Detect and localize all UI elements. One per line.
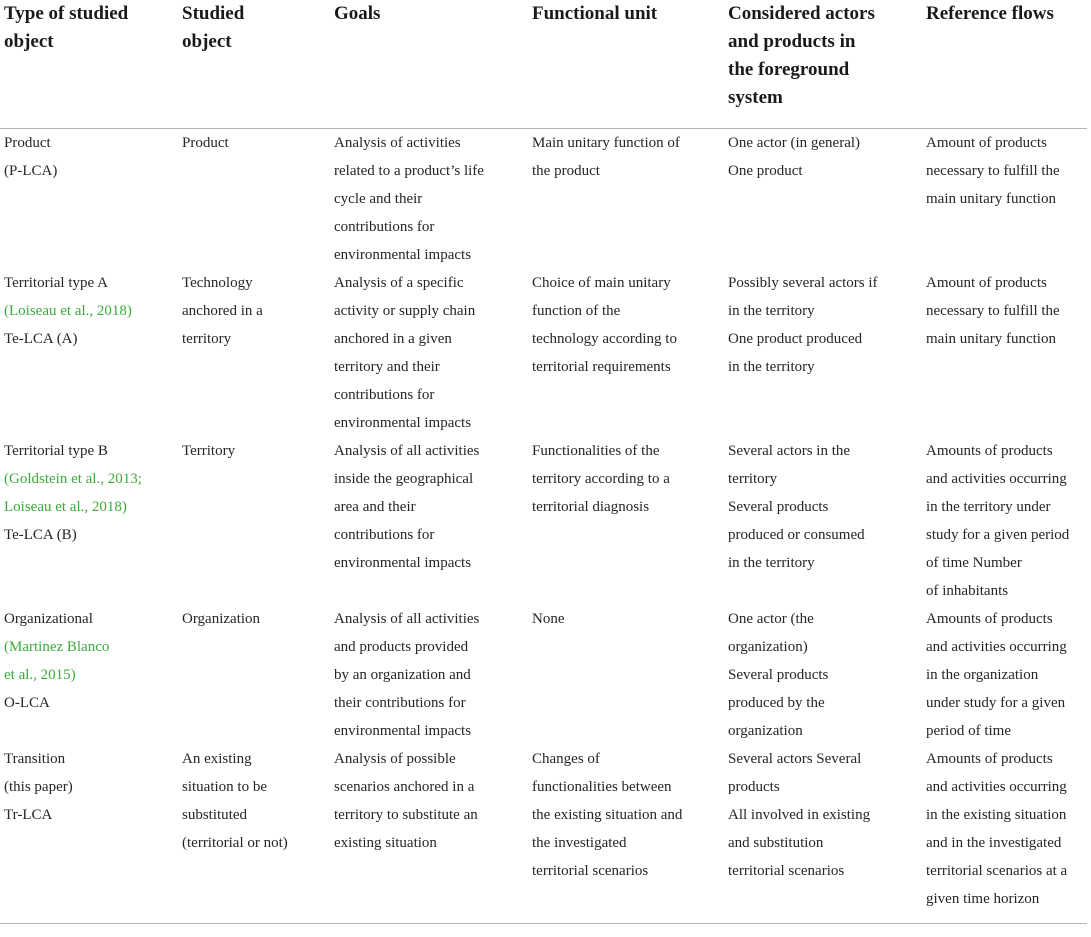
cell-reference-flows <box>922 605 1087 745</box>
cell-text-line: territorial diagnosis <box>532 499 650 515</box>
cell-text-line: Analysis of possible <box>334 751 456 767</box>
cell-text-line: existing situation <box>334 835 437 851</box>
cell-text-line: in the territory <box>728 555 815 571</box>
cell-text-line: Analysis of all activities <box>334 611 480 627</box>
header-functional-unit: Functional unit <box>528 0 724 129</box>
cell-reference-flows <box>922 437 1087 605</box>
cell-text-line: Organization <box>182 611 261 627</box>
cell-reference-flows <box>922 269 1087 437</box>
cell-text-line: Transition <box>4 751 66 767</box>
cell-goals <box>330 129 528 270</box>
cell-text-line: Tr-LCA <box>4 807 53 823</box>
cell-reference-flows <box>922 745 1087 924</box>
cell-studied-object <box>178 605 330 745</box>
header-considered-actors: Considered actors and products in the foreground system <box>724 0 922 129</box>
cell-goals <box>330 437 528 605</box>
citation-text: (Goldstein et al., 2013; <box>4 471 142 487</box>
cell-text-line: substituted <box>182 807 248 823</box>
header-row <box>0 0 1087 129</box>
cell-text-line: Changes of <box>532 751 600 767</box>
cell-text-line: territory to substitute an <box>334 807 478 823</box>
table-row <box>0 605 1087 745</box>
cell-actors-products <box>724 745 922 924</box>
cell-text-line: under study for a given <box>926 695 1066 711</box>
cell-text-line: organization <box>728 723 803 739</box>
cell-text-line: and activities occurring <box>926 471 1067 487</box>
cell-text-line: Several products <box>728 499 829 515</box>
cell-text-line: technology according to <box>532 331 677 347</box>
cell-text-line: Main unitary function of <box>532 135 680 151</box>
table-row <box>0 129 1087 270</box>
cell-text-line: None <box>532 611 565 627</box>
cell-text-line: Organizational <box>4 611 93 627</box>
cell-text-line: by an organization and <box>334 667 471 683</box>
cell-text-line: the existing situation and <box>532 807 683 823</box>
cell-text-line: territorial requirements <box>532 359 671 375</box>
table-row <box>0 437 1087 605</box>
cell-text-line: and in the investigated <box>926 835 1062 851</box>
cell-goals <box>330 269 528 437</box>
cell-text-line: of inhabitants <box>926 583 1009 599</box>
header-reference-flows: Reference flows <box>922 0 1087 129</box>
header-type-of-studied-object: Type of studied object <box>0 0 178 129</box>
table-body <box>0 129 1087 924</box>
cell-text-line: Choice of main unitary <box>532 275 671 291</box>
cell-text-line: territorial scenarios <box>728 863 845 879</box>
citation-text: (Loiseau et al., 2018) <box>4 303 132 319</box>
table-row <box>0 745 1087 924</box>
cell-functional-unit <box>528 745 724 924</box>
cell-goals <box>330 745 528 924</box>
cell-text-line: activity or supply chain <box>334 303 476 319</box>
cell-text-line: in the territory under <box>926 499 1051 515</box>
cell-text-line: in the territory <box>728 303 815 319</box>
cell-text-line: function of the <box>532 303 621 319</box>
cell-text-line: (P-LCA) <box>4 163 58 179</box>
cell-text-line: and activities occurring <box>926 639 1067 655</box>
cell-text-line: (territorial or not) <box>182 835 288 851</box>
cell-text-line: of time Number <box>926 555 1022 571</box>
cell-text-line: anchored in a given <box>334 331 452 347</box>
cell-text-line: organization) <box>728 639 808 655</box>
cell-text-line: Functionalities of the <box>532 443 660 459</box>
cell-text-line: area and their <box>334 499 416 515</box>
cell-goals <box>330 605 528 745</box>
header-goals: Goals <box>330 0 528 129</box>
cell-text-line: Analysis of a specific <box>334 275 464 291</box>
cell-text-line: anchored in a <box>182 303 263 319</box>
cell-text-line: One product produced <box>728 331 863 347</box>
cell-text-line: contributions for <box>334 527 435 543</box>
cell-text-line: One product <box>728 163 803 179</box>
cell-text-line: contributions for <box>334 219 435 235</box>
cell-text-line: environmental impacts <box>334 415 472 431</box>
cell-text-line: in the territory <box>728 359 815 375</box>
cell-studied-object <box>178 437 330 605</box>
cell-actors-products <box>724 129 922 270</box>
cell-text-line: territory and their <box>334 359 440 375</box>
cell-type <box>0 605 178 745</box>
cell-text-line: main unitary function <box>926 331 1056 347</box>
cell-text-line: territory <box>728 471 778 487</box>
cell-text-line: the investigated <box>532 835 627 851</box>
cell-text-line: related to a product’s life <box>334 163 484 179</box>
cell-text-line: An existing <box>182 751 252 767</box>
cell-text-line: territorial scenarios at a <box>926 863 1068 879</box>
cell-studied-object <box>178 129 330 270</box>
cell-text-line: inside the geographical <box>334 471 474 487</box>
cell-text-line: Amount of products <box>926 135 1047 151</box>
cell-text-line: in the organization <box>926 667 1039 683</box>
cell-text-line: Amounts of products <box>926 751 1053 767</box>
cell-text-line: functionalities between <box>532 779 672 795</box>
cell-text-line: produced or consumed <box>728 527 865 543</box>
cell-text-line: produced by the <box>728 695 825 711</box>
cell-actors-products <box>724 437 922 605</box>
citation-text: Loiseau et al., 2018) <box>4 499 127 515</box>
cell-type <box>0 129 178 270</box>
cell-text-line: environmental impacts <box>334 723 472 739</box>
cell-text-line: territory <box>182 331 232 347</box>
cell-text-line: All involved in existing <box>728 807 871 823</box>
cell-text-line: Te-LCA (B) <box>4 527 77 543</box>
cell-text-line: given time horizon <box>926 891 1040 907</box>
cell-text-line: One actor (the <box>728 611 814 627</box>
cell-text-line: and substitution <box>728 835 824 851</box>
cell-text-line: period of time <box>926 723 1011 739</box>
cell-text-line: Product <box>182 135 229 151</box>
table-row <box>0 269 1087 437</box>
cell-studied-object <box>178 269 330 437</box>
cell-text-line: Territory <box>182 443 236 459</box>
cell-functional-unit <box>528 269 724 437</box>
cell-text-line: Analysis of activities <box>334 135 461 151</box>
cell-text-line: the product <box>532 163 600 179</box>
cell-text-line: Amounts of products <box>926 611 1053 627</box>
cell-text-line: O-LCA <box>4 695 50 711</box>
cell-text-line: Amount of products <box>926 275 1047 291</box>
cell-text-line: Several products <box>728 667 829 683</box>
cell-text-line: environmental impacts <box>334 247 472 263</box>
cell-text-line: (this paper) <box>4 779 73 795</box>
cell-text-line: One actor (in general) <box>728 135 861 151</box>
cell-type <box>0 437 178 605</box>
cell-text-line: contributions for <box>334 387 435 403</box>
cell-text-line: study for a given period <box>926 527 1070 543</box>
cell-type <box>0 745 178 924</box>
cell-functional-unit <box>528 129 724 270</box>
cell-text-line: territory according to a <box>532 471 670 487</box>
cell-text-line: necessary to fulfill the <box>926 303 1060 319</box>
cell-text-line: necessary to fulfill the <box>926 163 1060 179</box>
table-header <box>0 0 1087 129</box>
cell-text-line: Territorial type B <box>4 443 108 459</box>
cell-text-line: territorial scenarios <box>532 863 649 879</box>
cell-text-line: environmental impacts <box>334 555 472 571</box>
cell-functional-unit <box>528 437 724 605</box>
cell-text-line: main unitary function <box>926 191 1056 207</box>
citation-text: et al., 2015) <box>4 667 76 683</box>
cell-actors-products <box>724 269 922 437</box>
cell-text-line: and products provided <box>334 639 469 655</box>
cell-text-line: Several actors Several <box>728 751 862 767</box>
header-studied-object: Studied object <box>178 0 330 129</box>
cell-text-line: Product <box>4 135 51 151</box>
cell-text-line: situation to be <box>182 779 267 795</box>
citation-text: (Martinez Blanco <box>4 639 110 655</box>
cell-text-line: Te-LCA (A) <box>4 331 78 347</box>
cell-text-line: products <box>728 779 780 795</box>
cell-text-line: Several actors in the <box>728 443 851 459</box>
cell-text-line: Amounts of products <box>926 443 1053 459</box>
cell-type <box>0 269 178 437</box>
cell-reference-flows <box>922 129 1087 270</box>
cell-text-line: cycle and their <box>334 191 423 207</box>
cell-text-line: in the existing situation <box>926 807 1067 823</box>
cell-studied-object <box>178 745 330 924</box>
cell-text-line: Analysis of all activities <box>334 443 480 459</box>
cell-text-line: Territorial type A <box>4 275 108 291</box>
cell-text-line: and activities occurring <box>926 779 1067 795</box>
cell-actors-products <box>724 605 922 745</box>
cell-text-line: their contributions for <box>334 695 466 711</box>
cell-text-line: Possibly several actors if <box>728 275 878 291</box>
cell-functional-unit <box>528 605 724 745</box>
cell-text-line: Technology <box>182 275 253 291</box>
cell-text-line: scenarios anchored in a <box>334 779 475 795</box>
